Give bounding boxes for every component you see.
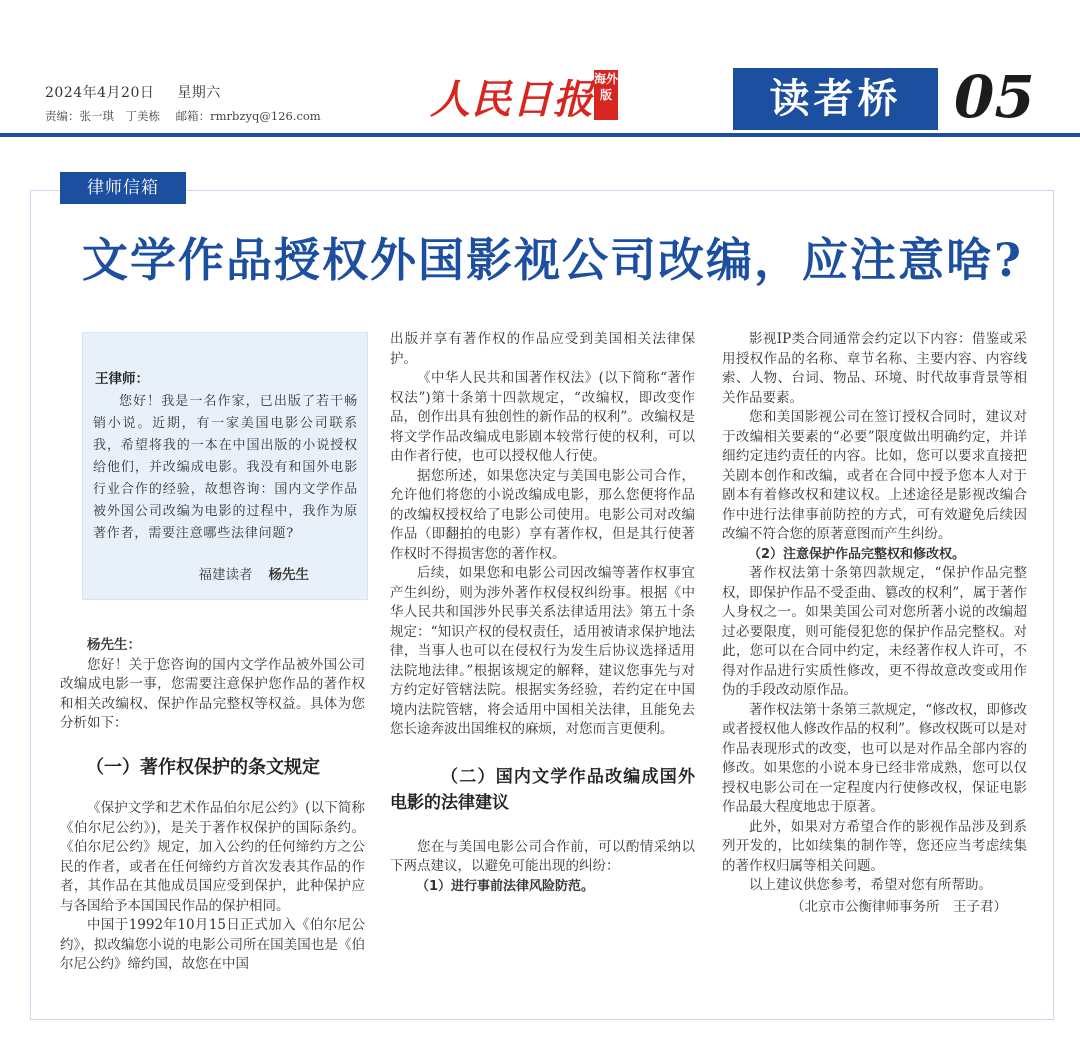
- article-column-1: [60, 636, 365, 975]
- paragraph: 您和美国影视公司在签订授权合同时，建议对于改编相关要素的“必要”限度做出明确约定，并详细约定违约责任的内容。比如，您可以要求直接把关剧本创作和改编，或者在合同中授予您本人对于剧本有着修改权和建议权。上述途径是影视改编合作中进行法律事前防控的方式，可有效避免后续因改编不符合您的原著意图而产生纠纷。: [722, 409, 1027, 542]
- sub-heading-2: （2）注意保护作品完整权和修改权。: [748, 546, 966, 562]
- article-headline: 文学作品授权外国影视公司改编，应注意啥?: [82, 233, 1023, 287]
- letter-signature-name: 杨先生: [268, 567, 309, 583]
- weekday-text: 星期六: [177, 85, 221, 101]
- paragraph: 后续，如果您和电影公司因改编等著作权事宜产生纠纷，则为涉外著作权侵权纠纷事。根据《中华人民共和国涉外民事关系法律适用法》第五十条规定：“知识产权的侵权责任，适用被请求保护地法律，当事人也可以在侵权行为发生后协议选择适用法院地法律。”根据该规定的解释，建议您事先与对方约定好管辖法院。根据实务经验，若约定在中国境内法院管辖，将会适用中国相关法律，且能免去您长途奔波出国维权的麻烦，对您而言更便利。: [390, 565, 695, 737]
- newspaper-logo: [430, 66, 620, 124]
- editor-names: 责编：张一琪 丁美栋: [45, 109, 160, 123]
- letter-body: 您好！我是一名作家，已出版了若干畅销小说。近期，有一家美国电影公司联系我，希望将我的一本在中国出版的小说授权给他们，并改编成电影。我没有和国外电影行业合作的经验，故想咨询：国内文学作品被外国公司改编为电影的过程中，我作为原著作者，需要注意哪些法律问题?: [93, 394, 358, 541]
- date-text: 2024年4月20日: [45, 85, 155, 101]
- paragraph: 《中华人民共和国著作权法》(以下简称“著作权法”)第十条第十四款规定，“改编权，即改变作品，创作出具有独创性的新作品的权利”。改编权是将文学作品改编成电影剧本较常行使的权利，可以由作者行使，也可以授权他人行使。: [390, 370, 695, 464]
- letter-signature: [199, 563, 310, 583]
- section-heading-2: （二）国内文学作品改编成国外电影的法律建议: [390, 766, 695, 813]
- paragraph: 著作权法第十条第三款规定，“修改权，即修改或者授权他人修改作品的权利”。修改权既可以是对作品表现形式的改变，也可以是对作品全部内容的修改。如果您的小说本身已经非常成熟，您可以仅授权电影公司在一定程度内行使修改权，保证电影作品最大程度地忠于原著。: [722, 701, 1027, 815]
- paragraph: 据您所述，如果您决定与美国电影公司合作，允许他们将您的小说改编成电影，那么您便将作品的改编权授权给了电影公司使用。电影公司对改编作品（即翻拍的电影）享有著作权，但是其行使著作权时不得损害您的著作权。: [390, 467, 695, 562]
- paragraph: 您在与美国电影公司合作前，可以酌情采纳以下两点建议，以避免可能出现的纠纷：: [390, 838, 695, 874]
- letter-greeting: 王律师：: [95, 371, 149, 387]
- reply-addressee: 杨先生：: [87, 637, 141, 653]
- paragraph: 出版并享有著作权的作品应受到美国相关法律保护。: [390, 331, 695, 367]
- masthead-rule: [0, 133, 1080, 137]
- masthead: [0, 0, 1080, 138]
- reader-letter: [82, 332, 368, 600]
- article-column-2: [390, 330, 695, 896]
- paragraph: 以上建议供您参考，希望对您有所帮助。: [749, 877, 992, 893]
- page-number: 05: [954, 63, 1035, 131]
- section-title: 读者桥: [733, 68, 938, 130]
- sub-heading-1: （1）进行事前法律风险防范。: [416, 878, 595, 894]
- paragraph: 您好！关于您咨询的国内文学作品被外国公司改编成电影一事，您需要注意保护您作品的著作权和相关改编权、保护作品完整权等权益。具体为您分析如下：: [60, 656, 365, 731]
- author-sign-off: （北京市公衡律师事务所 王子君）: [791, 898, 1007, 915]
- editor-line: [45, 108, 333, 124]
- paragraph: 著作权法第十条第四款规定，“保护作品完整权，即保护作品不受歪曲、篡改的权利”，属于著作人身权之一。如果美国公司对您所著小说的改编超过必要限度，则可能侵犯您的保护作品完整权。对此，您可以在合同中约定，未经著作权人许可，不得对作品进行实质性修改，更不得故意改变或用作伪的手段改动原作品。: [722, 565, 1027, 698]
- paragraph: 此外，如果对方希望合作的影视作品涉及到系列开发的，比如续集的制作等，您还应当考虑续集的著作权归属等相关问题。: [722, 818, 1027, 874]
- logo-seal: 海外版: [594, 70, 618, 120]
- column-tag: 律师信箱: [60, 172, 186, 204]
- section-heading-1: （一）著作权保护的条文规定: [86, 756, 320, 778]
- paragraph: 中国于1992年10月15日正式加入《伯尔尼公约》，拟改编您小说的电影公司所在国美国也是《伯尔尼公约》缔约国，故您在中国: [60, 917, 365, 972]
- editor-email: 邮箱：rmrbzyq@126.com: [175, 109, 321, 123]
- issue-date: [45, 82, 239, 102]
- logo-wordmark: 人民日报: [430, 76, 594, 123]
- paragraph: 《保护文学和艺术作品伯尔尼公约》(以下简称《伯尔尼公约》)，是关于著作权保护的国际条约。《伯尔尼公约》规定，加入公约的任何缔约方之公民的作者，或者在任何缔约方首次发表其作品的作者，其作品在其他成员国应受到保护，此种保护应与各国给予本国国民作品的保护相同。: [60, 800, 365, 914]
- letter-signature-place: 福建读者: [198, 567, 253, 583]
- paragraph: 影视IP类合同通常会约定以下内容：借鉴或采用授权作品的名称、章节名称、主要内容、内容线索、人物、台词、物品、环境、时代故事背景等相关作品要素。: [722, 331, 1027, 406]
- article-column-3: [722, 330, 1027, 917]
